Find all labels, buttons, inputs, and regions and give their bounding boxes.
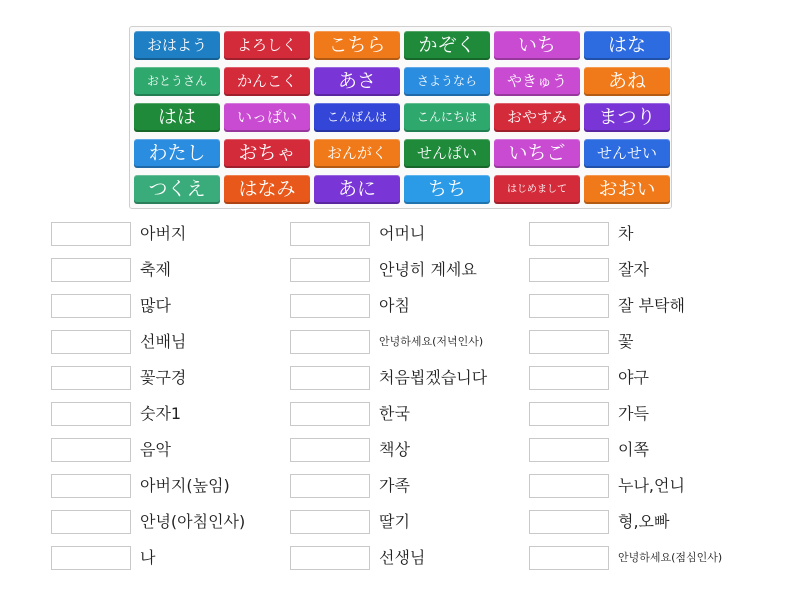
word-tile[interactable]: かぞく xyxy=(404,31,490,60)
word-tile[interactable]: あね xyxy=(584,67,670,96)
answer-label: 나 xyxy=(140,548,156,567)
drop-box[interactable] xyxy=(290,258,370,282)
word-tile[interactable]: わたし xyxy=(134,139,220,168)
answer-label: 안녕하세요(저녁인사) xyxy=(379,335,484,348)
word-tile[interactable]: こんばんは xyxy=(314,103,400,132)
answer-label: 가족 xyxy=(379,476,410,495)
answer-label: 아침 xyxy=(379,296,410,315)
word-tile[interactable]: こちら xyxy=(314,31,400,60)
answer-label: 처음뵙겠습니다 xyxy=(379,368,488,387)
answer-label: 꽃 xyxy=(618,332,634,351)
drop-box[interactable] xyxy=(529,294,609,318)
word-tile[interactable]: かんこく xyxy=(224,67,310,96)
answer-label: 숫자1 xyxy=(140,404,182,423)
word-tile[interactable]: はな xyxy=(584,31,670,60)
drop-box[interactable] xyxy=(51,366,131,390)
drop-box[interactable] xyxy=(529,258,609,282)
drop-box[interactable] xyxy=(51,546,131,570)
word-tile[interactable]: はなみ xyxy=(224,175,310,204)
answer-label: 아버지(높임) xyxy=(140,476,230,495)
word-tile[interactable]: やきゅう xyxy=(494,67,580,96)
drop-box[interactable] xyxy=(51,330,131,354)
answer-label: 안녕하세요(점심인사) xyxy=(618,551,723,564)
word-tile[interactable]: まつり xyxy=(584,103,670,132)
drop-box[interactable] xyxy=(51,294,131,318)
word-tile[interactable]: いっぱい xyxy=(224,103,310,132)
word-tile[interactable]: よろしく xyxy=(224,31,310,60)
drop-box[interactable] xyxy=(529,222,609,246)
drop-box[interactable] xyxy=(290,402,370,426)
drop-box[interactable] xyxy=(529,402,609,426)
drop-box[interactable] xyxy=(290,294,370,318)
word-tile[interactable]: あさ xyxy=(314,67,400,96)
drop-box[interactable] xyxy=(51,402,131,426)
answer-label: 음악 xyxy=(140,440,171,459)
answer-label: 책상 xyxy=(379,440,410,459)
answer-label: 한국 xyxy=(379,404,410,423)
drop-box[interactable] xyxy=(529,474,609,498)
drop-box[interactable] xyxy=(51,258,131,282)
answer-label: 선배님 xyxy=(140,332,187,351)
answer-label: 꽃구경 xyxy=(140,368,187,387)
answer-label: 이쪽 xyxy=(618,440,649,459)
answer-label: 가득 xyxy=(618,404,649,423)
word-tile[interactable]: おやすみ xyxy=(494,103,580,132)
answer-label: 야구 xyxy=(618,368,649,387)
word-tile[interactable]: いちご xyxy=(494,139,580,168)
word-tile[interactable]: つくえ xyxy=(134,175,220,204)
drop-box[interactable] xyxy=(529,438,609,462)
drop-box[interactable] xyxy=(290,438,370,462)
word-tile[interactable]: さようなら xyxy=(404,67,490,96)
drop-box[interactable] xyxy=(290,366,370,390)
word-tile[interactable]: おはよう xyxy=(134,31,220,60)
word-tile[interactable]: はは xyxy=(134,103,220,132)
answer-label: 차 xyxy=(618,224,634,243)
word-bank xyxy=(129,26,672,209)
word-tile[interactable]: おおい xyxy=(584,175,670,204)
drop-box[interactable] xyxy=(290,222,370,246)
answer-label: 많다 xyxy=(140,296,171,315)
answer-label: 선생님 xyxy=(379,548,426,567)
answer-label: 잘자 xyxy=(618,260,649,279)
drop-box[interactable] xyxy=(529,546,609,570)
word-tile[interactable]: おんがく xyxy=(314,139,400,168)
word-tile[interactable]: せんぱい xyxy=(404,139,490,168)
answer-label: 안녕히 계세요 xyxy=(379,260,477,279)
drop-box[interactable] xyxy=(529,330,609,354)
drop-box[interactable] xyxy=(529,510,609,534)
answer-label: 딸기 xyxy=(379,512,410,531)
word-tile[interactable]: あに xyxy=(314,175,400,204)
word-tile[interactable]: こんにちは xyxy=(404,103,490,132)
answer-label: 누나,언니 xyxy=(618,476,685,495)
answer-label: 안녕(아침인사) xyxy=(140,512,246,531)
answer-label: 어머니 xyxy=(379,224,426,243)
drop-box[interactable] xyxy=(290,546,370,570)
drop-box[interactable] xyxy=(51,438,131,462)
word-tile[interactable]: せんせい xyxy=(584,139,670,168)
answer-label: 아버지 xyxy=(140,224,187,243)
drop-box[interactable] xyxy=(529,366,609,390)
answer-label: 형,오빠 xyxy=(618,512,670,531)
answer-label: 축제 xyxy=(140,260,171,279)
drop-box[interactable] xyxy=(290,330,370,354)
drop-box[interactable] xyxy=(51,222,131,246)
answer-label: 잘 부탁해 xyxy=(618,296,685,315)
word-tile[interactable]: いち xyxy=(494,31,580,60)
word-tile[interactable]: おちゃ xyxy=(224,139,310,168)
drop-box[interactable] xyxy=(51,474,131,498)
word-tile[interactable]: ちち xyxy=(404,175,490,204)
drop-box[interactable] xyxy=(51,510,131,534)
word-tile[interactable]: おとうさん xyxy=(134,67,220,96)
word-tile[interactable]: はじめまして xyxy=(494,175,580,204)
drop-box[interactable] xyxy=(290,510,370,534)
drop-box[interactable] xyxy=(290,474,370,498)
